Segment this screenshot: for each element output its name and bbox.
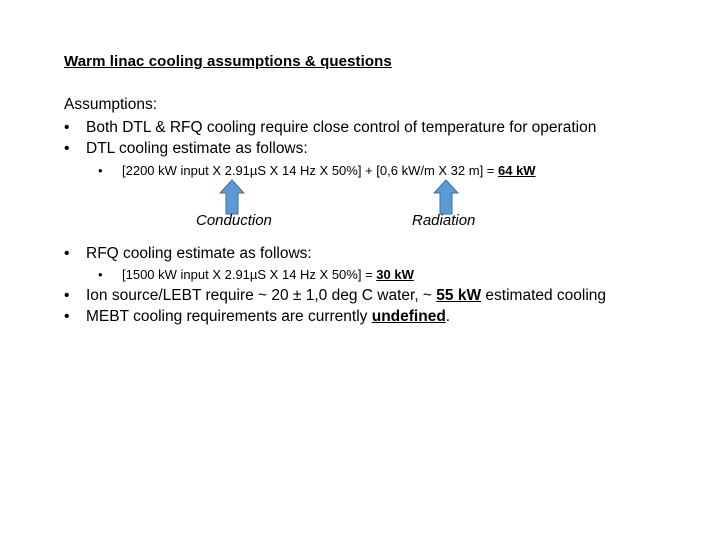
list-item-rfq-formula: [98, 267, 414, 282]
mebt-post-text: .: [445, 308, 451, 325]
conduction-label: Conduction: [196, 212, 272, 229]
rfq-result: 30 kW: [376, 267, 414, 282]
ion-post-text: estimated cooling: [481, 287, 607, 304]
bullet: •: [64, 119, 70, 136]
list-item-dtl: [64, 140, 308, 158]
page-title: Warm linac cooling assumptions & questions: [64, 53, 392, 70]
mebt-pre-text: MEBT cooling requirements are currently: [86, 308, 372, 325]
bullet: •: [98, 267, 103, 282]
ion-pre-text: Ion source/LEBT require ~ 20 ± 1,0 deg C water, ~: [86, 287, 437, 304]
rfq-text: RFQ cooling estimate as follows:: [86, 245, 312, 262]
mebt-value: undefined: [371, 308, 446, 325]
list-item-mebt: [64, 308, 450, 326]
bullet: •: [64, 287, 70, 304]
list-item-dtl-formula: [98, 163, 536, 178]
list-item-ion-source: [64, 287, 606, 305]
dtl-formula: [2200 kW input X 2.91µS X 14 Hz X 50%] + [0,6 kW/m X 32 m] =: [122, 163, 498, 178]
cooling-text: Both DTL & RFQ cooling require close control of temperature for operation: [86, 119, 597, 136]
assumptions-heading: Assumptions:: [64, 96, 158, 113]
list-item-cooling: [64, 119, 596, 137]
rfq-formula: [1500 kW input X 2.91µS X 14 Hz X 50%] =: [122, 267, 377, 282]
list-item-rfq: [64, 245, 312, 263]
bullet: •: [64, 245, 70, 262]
dtl-result: 64 kW: [498, 163, 536, 178]
conduction-arrow-icon: [219, 179, 245, 215]
bullet: •: [64, 140, 70, 157]
radiation-label: Radiation: [412, 212, 476, 229]
bullet: •: [64, 308, 70, 325]
ion-value: 55 kW: [436, 287, 482, 304]
bullet: •: [98, 163, 103, 178]
radiation-arrow-icon: [433, 179, 459, 215]
dtl-text: DTL cooling estimate as follows:: [86, 140, 308, 157]
